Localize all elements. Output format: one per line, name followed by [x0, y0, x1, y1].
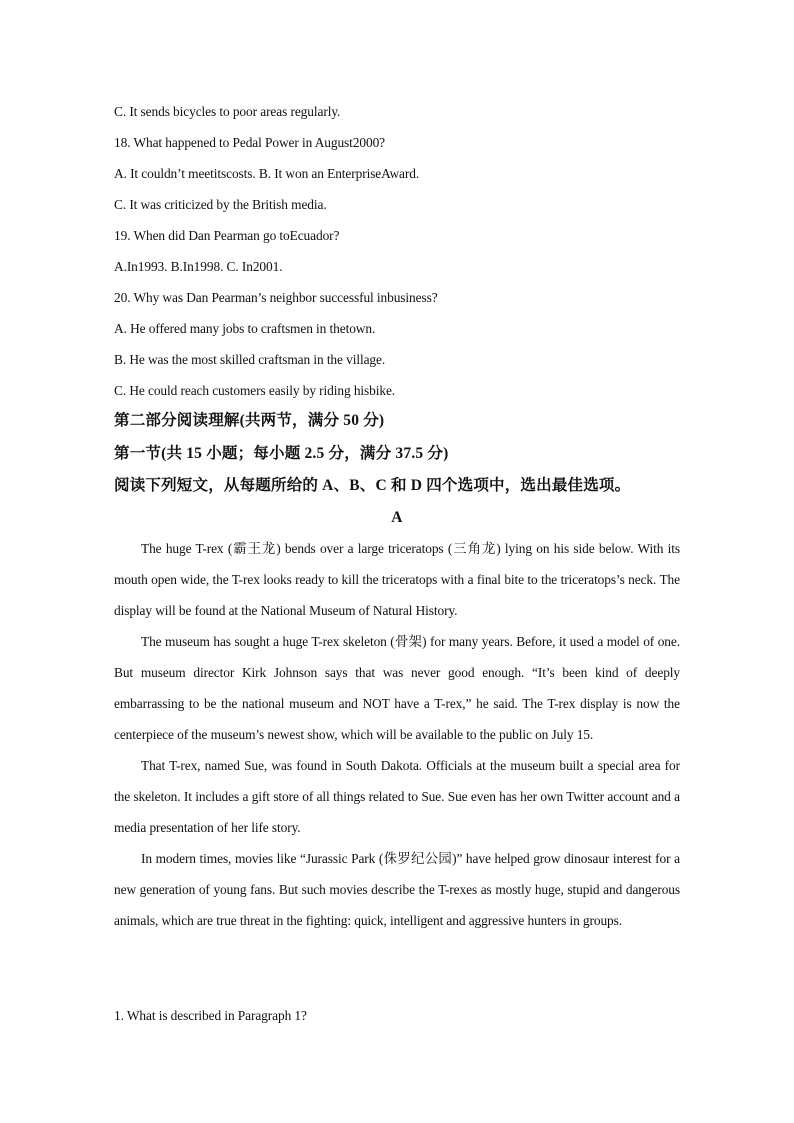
passage-paragraph-2: The museum has sought a huge T-rex skeleton (骨架) for many years. Before, it used a model of one. But museum director Kirk Johnson says that was never good enough. “It’s been kind of deeply embarrassing to be the national museum and NOT have a T-rex,” he said. The T-rex display is now the centerpiece of the museum’s newest show, which will be available to the public on July 15.	[114, 634, 680, 742]
passage-paragraph-3: That T-rex, named Sue, was found in South Dakota. Officials at the museum built a special area for the skeleton. It includes a gift store of all things related to Sue. Sue even has her own Twitter account and a media presentation of her life story.	[114, 758, 680, 835]
instruction: 阅读下列短文，从每题所给的 A、B、C 和 D 四个选项中，选出最佳选项。	[114, 477, 631, 494]
q18-options-ab: A. It couldn’t meetitscosts. B. It won an EnterpriseAward.	[114, 166, 420, 181]
q20-stem: 20. Why was Dan Pearman’s neighbor successful inbusiness?	[114, 290, 438, 305]
passage-body	[114, 533, 680, 936]
q19-stem: 19. When did Dan Pearman go toEcuador?	[114, 228, 340, 243]
q18-option-c: C. It was criticized by the British media.	[114, 197, 327, 212]
passage-paragraph-4: In modern times, movies like “Jurassic Park (侏罗纪公园)” have helped grow dinosaur interest for a new generation of young fans. But such movies describe the T-rexes as mostly huge, stupid and dangerous animals, which are true threat in the fighting: quick, intelligent and aggressive hunters in groups.	[114, 851, 680, 928]
part-title: 第二部分阅读理解(共两节，满分 50 分)	[114, 412, 385, 429]
q20-option-b: B. He was the most skilled craftsman in the village.	[114, 352, 386, 367]
passage-label: A	[391, 509, 403, 526]
q17-option-c: C. It sends bicycles to poor areas regularly.	[114, 104, 341, 119]
q20-option-a: A. He offered many jobs to craftsmen in thetown.	[114, 321, 376, 336]
q19-options: A.In1993. B.In1998. C. In2001.	[114, 259, 283, 274]
question-1-stem: 1. What is described in Paragraph 1?	[114, 1008, 307, 1023]
section-title: 第一节(共 15 小题；每小题 2.5 分，满分 37.5 分)	[114, 445, 449, 462]
q18-stem: 18. What happened to Pedal Power in August2000?	[114, 135, 386, 150]
passage-paragraph-1: The huge T-rex (霸王龙) bends over a large triceratops (三角龙) lying on his side below. With its mouth open wide, the T-rex looks ready to kill the triceratops with a final bite to the triceratops’s neck. The display will be found at the National Museum of Natural History.	[114, 541, 680, 618]
q20-option-c: C. He could reach customers easily by riding hisbike.	[114, 383, 396, 398]
